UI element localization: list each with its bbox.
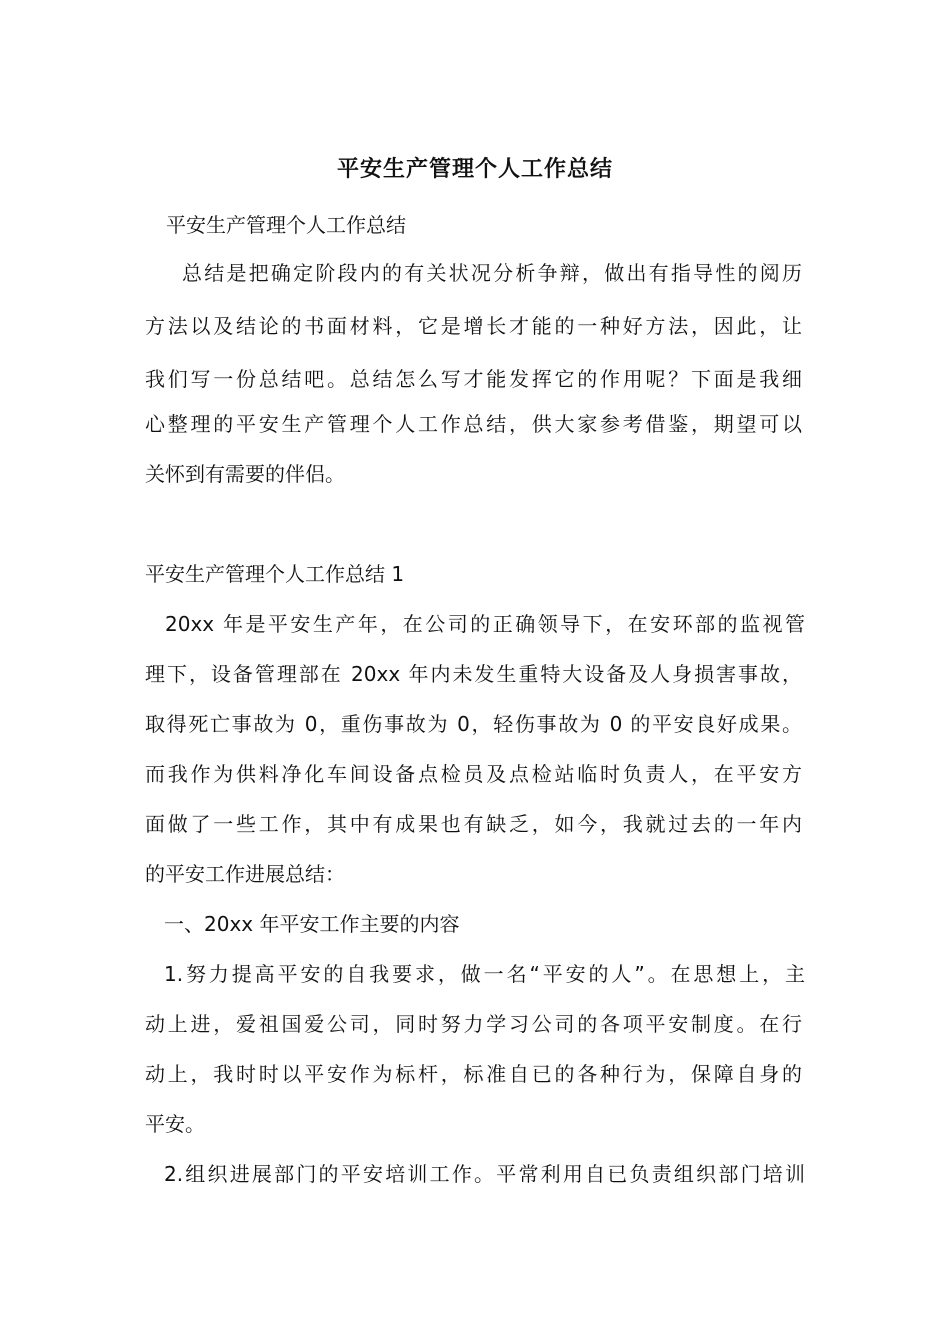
paragraph-line: 理下，设备管理部在 20xx 年内未发生重特大设备及人身损害事故， <box>145 662 802 686</box>
paragraph-line: 面做了一些工作，其中有成果也有缺乏，如今，我就过去的一年内 <box>145 812 802 836</box>
paragraph-line: 而我作为供料净化车间设备点检员及点检站临时负责人，在平安方 <box>145 762 802 786</box>
paragraph-line: 心整理的平安生产管理个人工作总结，供大家参考借鉴，期望可以 <box>145 412 802 436</box>
paragraph-line: 取得死亡事故为 0，重伤事故为 0，轻伤事故为 0 的平安良好成果。 <box>145 712 802 736</box>
paragraph-line: 平安。 <box>145 1112 205 1136</box>
paragraph-line: 关怀到有需要的伴侣。 <box>145 462 345 486</box>
paragraph-line: 我们写一份总结吧。总结怎么写才能发挥它的作用呢？下面是我细 <box>145 367 802 391</box>
paragraph-line: 动上进，爱祖国爱公司，同时努力学习公司的各项平安制度。在行 <box>145 1012 802 1036</box>
subtitle-line: 平安生产管理个人工作总结 <box>166 213 406 237</box>
document-title: 平安生产管理个人工作总结 <box>336 157 613 182</box>
paragraph-line: 20xx 年是平安生产年，在公司的正确领导下，在安环部的监视管 <box>165 612 805 636</box>
paragraph-line: 2.组织进展部门的平安培训工作。平常利用自已负责组织部门培训 <box>164 1162 805 1186</box>
paragraph-line: 动上，我时时以平安作为标杆，标准自已的各种行为，保障自身的 <box>145 1062 802 1086</box>
section-heading: 平安生产管理个人工作总结 1 <box>145 562 405 586</box>
paragraph-line: 1.努力提高平安的自我要求，做一名“平安的人”。在思想上，主 <box>164 962 805 986</box>
paragraph-line: 的平安工作进展总结： <box>145 862 345 886</box>
paragraph-line: 方法以及结论的书面材料，它是增长才能的一种好方法，因此，让 <box>145 314 802 338</box>
paragraph-line: 总结是把确定阶段内的有关状况分析争辩，做出有指导性的阅历 <box>182 261 802 285</box>
subsection-heading: 一、20xx 年平安工作主要的内容 <box>164 912 460 936</box>
